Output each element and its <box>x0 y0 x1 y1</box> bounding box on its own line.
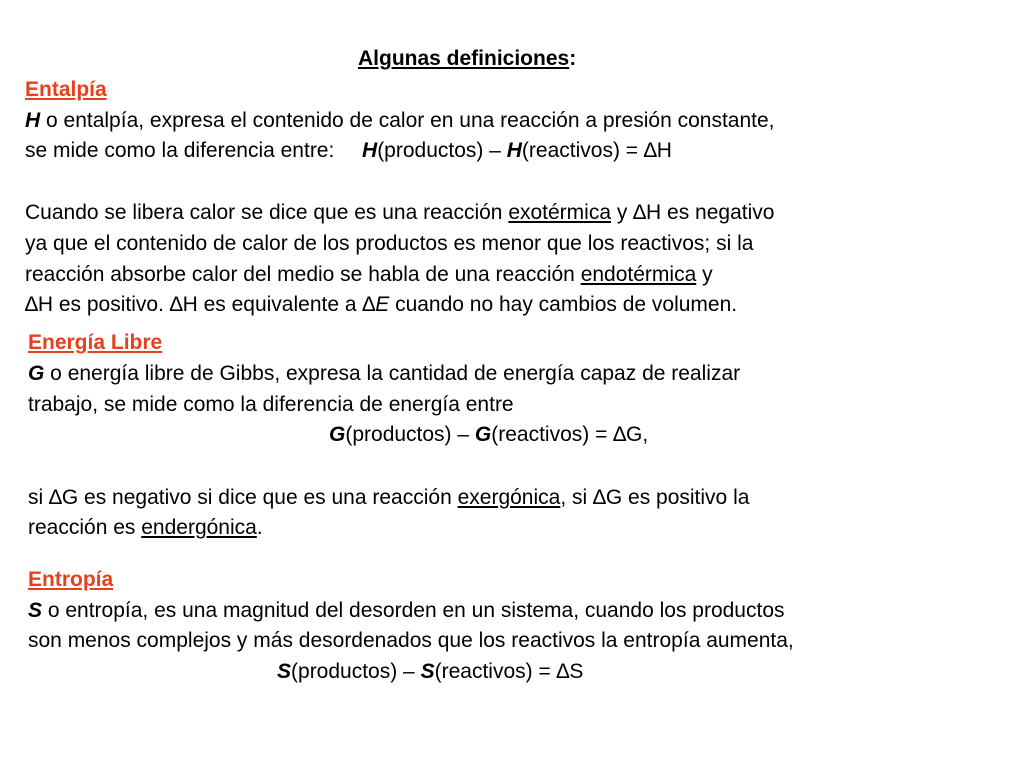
formula-part: (reactivos) = ∆G, <box>491 423 649 446</box>
term-endotermica: endotérmica <box>580 263 697 286</box>
term-endergonica: endergónica <box>141 516 257 539</box>
page-title-colon: : <box>569 47 577 70</box>
text-run: y ∆H es negativo <box>611 201 775 224</box>
enthalpy-symbol: H <box>25 109 41 132</box>
text-run: cuando no hay cambios de volumen. <box>389 293 738 316</box>
entalpia-p2-line-4 <box>25 291 737 319</box>
formula-part: (productos) – <box>345 423 475 446</box>
text-run: ∆H es positivo. ∆H es equivalente a ∆ <box>25 293 376 316</box>
entropia-line-2: son menos complejos y más desordenados que los reactivos la entropía aumenta, <box>28 629 794 652</box>
enthalpy-symbol: H <box>506 139 522 162</box>
entropy-symbol: S <box>277 660 292 683</box>
formula-part: (reactivos) = ∆S <box>434 660 584 683</box>
formula-part: (reactivos) = ∆H <box>521 139 672 162</box>
entropy-symbol: S <box>28 599 43 622</box>
text-run: reacción absorbe calor del medio se habla de una reacción <box>25 263 581 286</box>
entropia-formula <box>277 658 583 686</box>
term-exergonica: exergónica <box>457 486 561 509</box>
energy-symbol: E <box>375 293 390 316</box>
text-run: . <box>256 516 263 539</box>
gibbs-symbol: G <box>329 423 346 446</box>
text-run: Cuando se libera calor se dice que es una reacción <box>25 201 509 224</box>
energia-libre-p2-line-2 <box>28 514 263 542</box>
energia-libre-heading: Energía Libre <box>28 331 163 354</box>
energia-libre-formula <box>329 421 648 449</box>
enthalpy-symbol: H <box>362 139 378 162</box>
term-exotermica: exotérmica <box>508 201 612 224</box>
entalpia-p2-line-3 <box>25 261 713 289</box>
formula-part: (productos) – <box>377 139 507 162</box>
text-run: reacción es <box>28 516 142 539</box>
entalpia-line-2 <box>25 137 672 165</box>
entalpia-heading: Entalpía <box>25 78 107 101</box>
text-run: si ∆G es negativo si dice que es una reacción <box>28 486 458 509</box>
entalpia-p2-line-2: ya que el contenido de calor de los productos es menor que los reactivos; si la <box>25 232 754 255</box>
entropy-symbol: S <box>420 660 435 683</box>
entropia-line-1-text: o entropía, es una magnitud del desorden en un sistema, cuando los productos <box>42 599 785 622</box>
formula-part: (productos) – <box>291 660 421 683</box>
gibbs-symbol: G <box>28 362 45 385</box>
gibbs-symbol: G <box>474 423 492 446</box>
page-title-text: Algunas definiciones <box>358 47 570 70</box>
energia-libre-p2-line-1 <box>28 484 749 512</box>
entalpia-line-1-text: o entalpía, expresa el contenido de calor en una reacción a presión constante, <box>40 109 775 132</box>
entalpia-line-1 <box>25 107 775 135</box>
energia-libre-line-1 <box>28 360 740 388</box>
entalpia-line-2-text: se mide como la diferencia entre: <box>25 139 335 162</box>
entropia-line-1 <box>28 597 785 625</box>
text-run: y <box>696 263 713 286</box>
entropia-heading: Entropía <box>28 568 114 591</box>
energia-libre-line-2: trabajo, se mide como la diferencia de energía entre <box>28 393 514 416</box>
page-title <box>358 45 576 73</box>
text-run: , si ∆G es positivo la <box>560 486 750 509</box>
energia-libre-line-1-text: o energía libre de Gibbs, expresa la cantidad de energía capaz de realizar <box>44 362 741 385</box>
entalpia-p2-line-1 <box>25 199 774 227</box>
